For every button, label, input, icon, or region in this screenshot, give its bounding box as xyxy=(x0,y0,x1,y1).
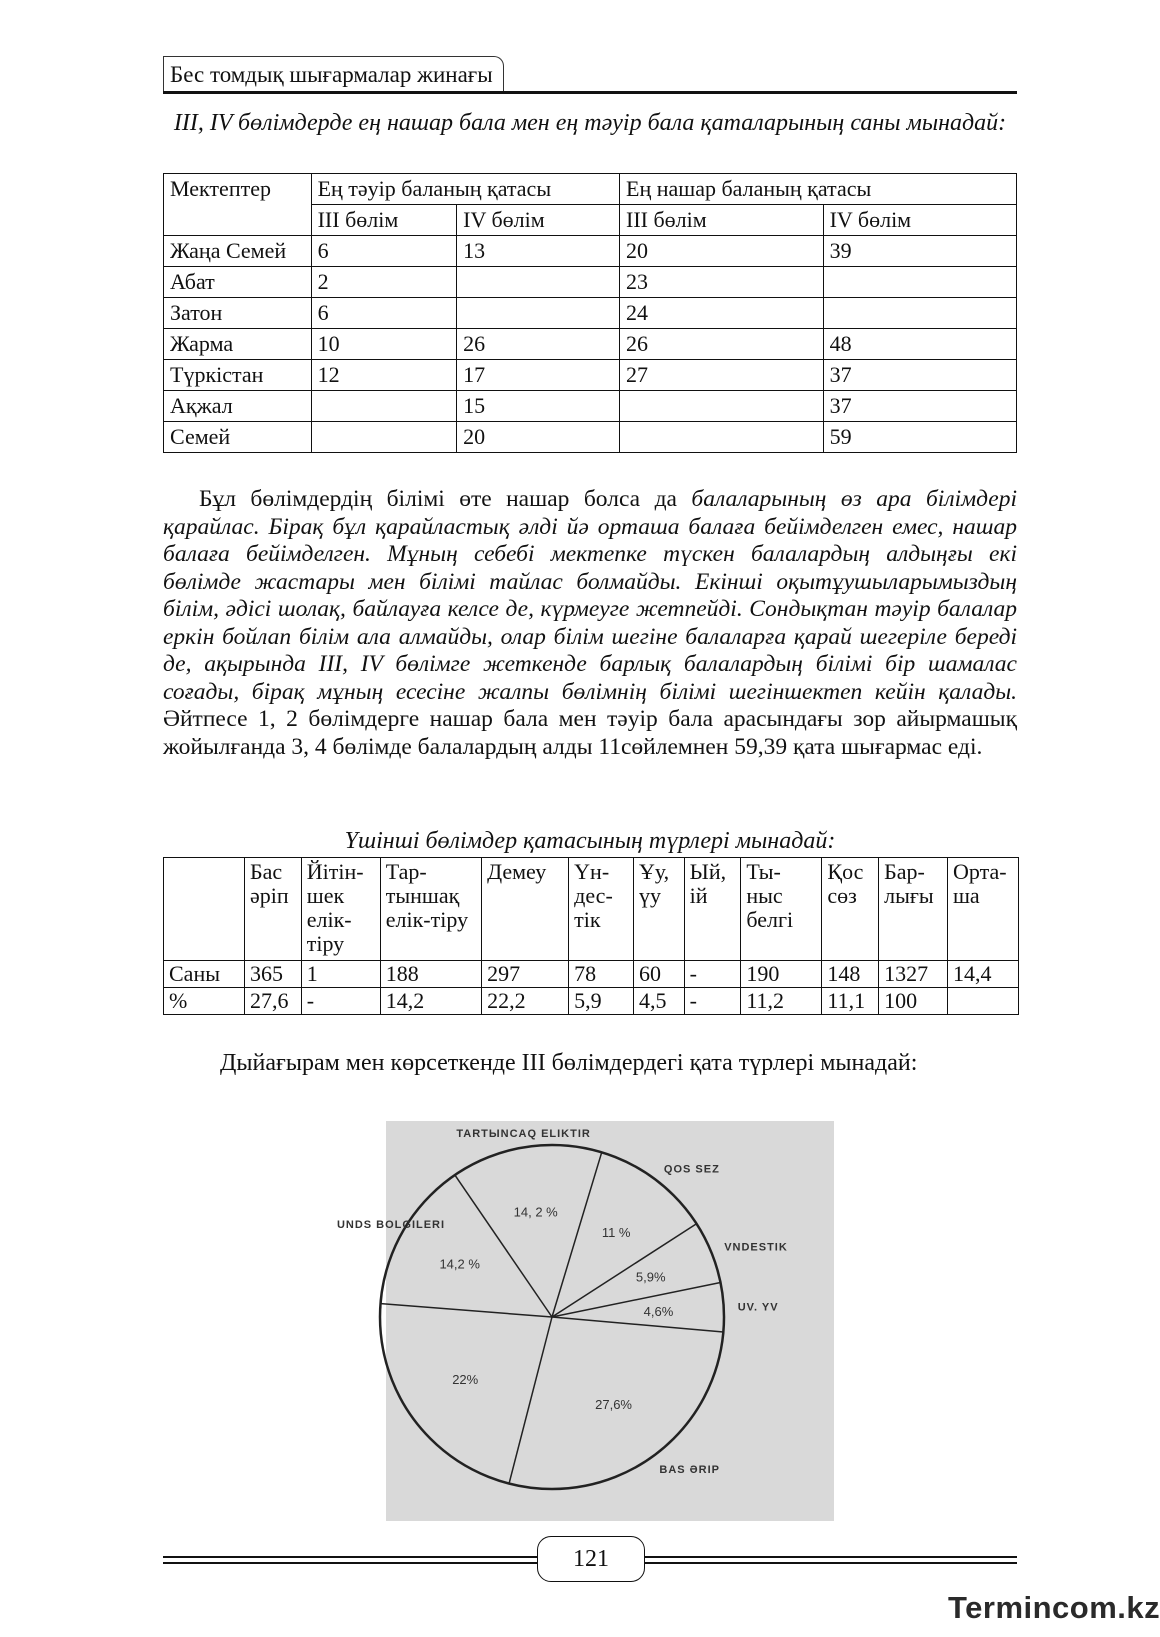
group-worst-header: Ең нашар баланың қатасы xyxy=(620,174,1017,205)
value-cell: 11,1 xyxy=(822,988,879,1015)
value-cell xyxy=(311,422,457,453)
group-best-header: Ең тәуір баланың қатасы xyxy=(311,174,619,205)
header-rule xyxy=(163,91,1017,94)
pie-slice-value-label: 14, 2 % xyxy=(513,1204,558,1220)
mistakes-by-school-table xyxy=(163,173,1017,453)
table-row xyxy=(164,329,1017,360)
pie-slice-category-label: UV. YV xyxy=(737,1301,779,1314)
value-cell: 26 xyxy=(457,329,620,360)
value-cell: 15 xyxy=(457,391,620,422)
value-cell: 1 xyxy=(301,961,380,988)
column-header: Ый, ій xyxy=(684,858,741,961)
value-cell: 5,9 xyxy=(569,988,634,1015)
table1-body xyxy=(164,236,1017,453)
pie-slice-divider xyxy=(552,1282,721,1317)
table1-caption: III, IV бөлімдерде ең нашар бала мен ең тәуір бала қаталарының саны мынадай: xyxy=(173,110,1007,136)
pie-slice-divider xyxy=(552,1317,723,1332)
value-cell: 59 xyxy=(823,422,1016,453)
value-cell: 27 xyxy=(620,360,824,391)
column-header: Тар-тыншақ елік-тіру xyxy=(380,858,481,961)
value-cell: 14,4 xyxy=(947,961,1018,988)
column-header: Қос сөз xyxy=(822,858,879,961)
pie-slice-value-label: 27,6% xyxy=(595,1397,633,1413)
column-header xyxy=(164,858,245,961)
value-cell xyxy=(823,298,1016,329)
col-schools-header: Мектептер xyxy=(164,174,312,236)
value-cell xyxy=(947,988,1018,1015)
pie-chart-figure xyxy=(336,1121,834,1521)
row-label-cell: % xyxy=(164,988,245,1015)
value-cell xyxy=(311,391,457,422)
value-cell xyxy=(457,267,620,298)
paragraph-part: Бұл бөлімдердің білімі өте нашар болса да xyxy=(199,486,692,512)
pie-slice-category-label: QOS SEZ xyxy=(663,1163,720,1176)
sub-header: III бөлім xyxy=(311,205,457,236)
value-cell: 365 xyxy=(245,961,302,988)
value-cell: 6 xyxy=(311,298,457,329)
value-cell: 6 xyxy=(311,236,457,267)
paragraph-emphasis: балаларының өз ара білімдері қарайлас. Бірақ бұл қарайластық әлді йә орташа балаға бейімделген емес, нашар балаға бейімделген. Мұның себебі мектепке түскен балалардың алдыңғы екі бөлімде жастары мен білімі тайлас болмайды. Екінші оқытұушыларымыздың білім, әдісі шолақ, байлауға келсе де, күрмеуге жетпейді. Сондықтан тәуір балалар еркін бойлап білім ала алмайды, олар білім шегіне балаларға қарай шегеріле береді де, ақырында III, IV бөлімге жеткенде барлық балалардың білімі бір шамалас соғады, бірақ мұның есесіне жалпы бөлімнің білімі шегіншектеп кейін қалады. xyxy=(163,486,1017,705)
value-cell: 17 xyxy=(457,360,620,391)
body-paragraph xyxy=(163,486,1017,761)
pie-slice-divider xyxy=(455,1175,552,1317)
pie-slice-divider xyxy=(509,1317,552,1484)
school-name-cell: Түркістан xyxy=(164,360,312,391)
pie-slice-divider xyxy=(381,1304,552,1317)
column-header: Орта-ша xyxy=(947,858,1018,961)
value-cell xyxy=(620,391,824,422)
sub-header: IV бөлім xyxy=(823,205,1016,236)
value-cell: - xyxy=(684,961,741,988)
mistake-types-table xyxy=(163,857,1019,1015)
pie-slice-divider xyxy=(552,1152,602,1317)
pie-slice-value-label: 4,6% xyxy=(643,1303,674,1319)
column-header: Бас әріп xyxy=(245,858,302,961)
table2-body xyxy=(164,961,1019,1015)
footer-rule xyxy=(163,1562,537,1564)
table2-caption: Үшінші бөлімдер қатасының түрлері мынадай: xyxy=(344,828,836,854)
value-cell: 11,2 xyxy=(741,988,822,1015)
site-watermark: Termincom.kz xyxy=(948,1590,1160,1625)
table-row xyxy=(164,988,1019,1015)
value-cell: 2 xyxy=(311,267,457,298)
value-cell: - xyxy=(684,988,741,1015)
footer-rule xyxy=(643,1562,1017,1564)
table2-header-row xyxy=(164,858,1019,961)
value-cell: 37 xyxy=(823,391,1016,422)
paragraph-part: Әйтпесе 1, 2 бөлімдерге нашар бала мен тәуір бала арасындағы зор айырмашық жойылғанда 3, 4 бөлімде балалардың алды 11сөйлемнен 59,39 қата шығармас еді. xyxy=(163,706,1017,760)
sub-header: IV бөлім xyxy=(457,205,620,236)
pie-slice-value-label: 14,2 % xyxy=(439,1256,480,1272)
pie-chart xyxy=(336,1121,834,1521)
table-row xyxy=(164,422,1017,453)
footer-rule xyxy=(643,1556,1017,1558)
value-cell: 60 xyxy=(634,961,685,988)
value-cell: 26 xyxy=(620,329,824,360)
value-cell: 10 xyxy=(311,329,457,360)
sub-header: III бөлім xyxy=(620,205,824,236)
column-header: Йітін-шек елік-тіру xyxy=(301,858,380,961)
column-header: Бар-лығы xyxy=(879,858,948,961)
value-cell xyxy=(620,422,824,453)
value-cell: 12 xyxy=(311,360,457,391)
running-header: Бес томдық шығармалар жинағы xyxy=(163,56,504,93)
value-cell: - xyxy=(301,988,380,1015)
value-cell: 1327 xyxy=(879,961,948,988)
diagram-intro: Дыйағырам мен көрсеткенде III бөлімдердегі қата түрлері мынадай: xyxy=(220,1050,918,1076)
pie-slice-category-label: TARTЫNCAQ ELIKTIR xyxy=(456,1128,591,1141)
value-cell xyxy=(823,267,1016,298)
value-cell: 39 xyxy=(823,236,1016,267)
footer-rule xyxy=(163,1556,537,1558)
value-cell: 37 xyxy=(823,360,1016,391)
value-cell: 20 xyxy=(457,422,620,453)
table-row xyxy=(164,236,1017,267)
school-name-cell: Семей xyxy=(164,422,312,453)
value-cell: 14,2 xyxy=(380,988,481,1015)
school-name-cell: Жарма xyxy=(164,329,312,360)
page-number: 121 xyxy=(537,1536,645,1582)
table-row xyxy=(164,391,1017,422)
school-name-cell: Затон xyxy=(164,298,312,329)
pie-slice-value-label: 22% xyxy=(452,1371,479,1387)
value-cell: 22,2 xyxy=(482,988,569,1015)
value-cell: 4,5 xyxy=(634,988,685,1015)
row-label-cell: Саны xyxy=(164,961,245,988)
value-cell: 297 xyxy=(482,961,569,988)
value-cell: 148 xyxy=(822,961,879,988)
value-cell: 190 xyxy=(741,961,822,988)
school-name-cell: Ақжал xyxy=(164,391,312,422)
pie-slice-value-label: 5,9% xyxy=(635,1269,666,1285)
value-cell: 20 xyxy=(620,236,824,267)
school-name-cell: Абат xyxy=(164,267,312,298)
column-header: Үн-дес-тік xyxy=(569,858,634,961)
value-cell: 188 xyxy=(380,961,481,988)
pie-slice-value-label: 11 % xyxy=(601,1224,631,1240)
table-row xyxy=(164,360,1017,391)
pie-slice-category-label: UNDS BOLGILERI xyxy=(336,1218,446,1231)
value-cell: 48 xyxy=(823,329,1016,360)
pie-slice-category-label: VNDESTIK xyxy=(724,1241,788,1254)
value-cell: 27,6 xyxy=(245,988,302,1015)
value-cell: 100 xyxy=(879,988,948,1015)
table-row xyxy=(164,298,1017,329)
column-header: Ұу, үу xyxy=(634,858,685,961)
value-cell: 78 xyxy=(569,961,634,988)
value-cell xyxy=(457,298,620,329)
value-cell: 24 xyxy=(620,298,824,329)
value-cell: 13 xyxy=(457,236,620,267)
value-cell: 23 xyxy=(620,267,824,298)
column-header: Ты-ныс белгі xyxy=(741,858,822,961)
column-header: Демеу xyxy=(482,858,569,961)
pie-slice-category-label: BAS ƏRIP xyxy=(659,1463,721,1476)
table-row xyxy=(164,267,1017,298)
school-name-cell: Жаңа Семей xyxy=(164,236,312,267)
table-row xyxy=(164,961,1019,988)
